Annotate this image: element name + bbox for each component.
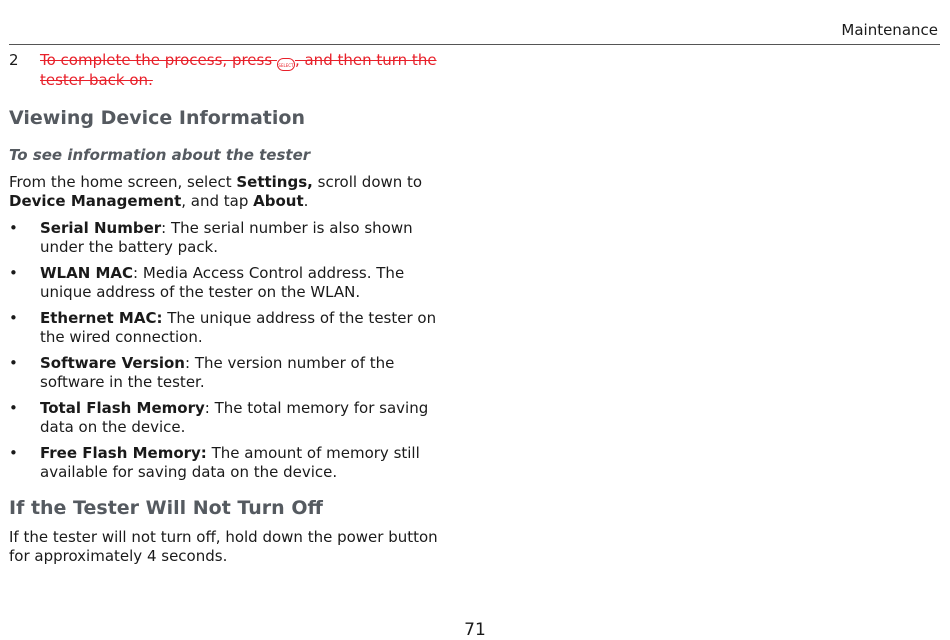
list-item-text — [40, 264, 454, 302]
list-item-sep: : — [161, 219, 171, 237]
list-item-desc: The unique address of the tester on the wired connection. — [40, 309, 437, 346]
list-item-term: Serial Number — [40, 219, 162, 237]
bullet-icon: • — [9, 354, 18, 372]
list-item-desc: The serial number is also shown under the battery pack. — [40, 219, 413, 256]
step-item — [9, 51, 454, 90]
list-item-text — [40, 354, 454, 392]
bullet-icon: • — [9, 444, 18, 462]
list-item — [9, 309, 454, 347]
intro-text-1: From the home screen, select — [9, 173, 237, 191]
intro-settings: Settings, — [236, 173, 313, 191]
list-item — [9, 264, 454, 302]
header-title: Maintenance — [841, 21, 938, 39]
list-item — [9, 219, 454, 257]
bullet-icon: • — [9, 219, 18, 237]
procedure-subheading: To see information about the tester — [9, 146, 311, 164]
list-item-text — [40, 444, 454, 482]
list-item-desc: The total memory for saving data on the device. — [40, 399, 429, 436]
list-item-term: Software Version — [40, 354, 185, 372]
list-item-term: Total Flash Memory — [40, 399, 205, 417]
header-divider — [9, 44, 940, 45]
list-item-desc: The amount of memory still available for saving data on the device. — [40, 444, 420, 481]
list-item-sep: : — [204, 399, 215, 417]
bullet-icon: • — [9, 309, 18, 327]
list-item-text — [40, 399, 454, 437]
step-text-before: To complete the process, press — [40, 51, 277, 69]
intro-text-4: . — [303, 192, 309, 210]
step-text-after: , and then turn the tester back on. — [40, 51, 437, 89]
list-item-sep: : — [185, 354, 195, 372]
bullet-icon: • — [9, 264, 18, 282]
list-item — [9, 354, 454, 392]
device-info-list — [9, 219, 454, 482]
bullet-icon: • — [9, 399, 18, 417]
list-item-term: Free Flash Memory: — [40, 444, 207, 462]
intro-paragraph — [9, 173, 454, 211]
section-heading-viewing: Viewing Device Information — [9, 107, 305, 129]
list-item-sep: : — [133, 264, 143, 282]
page-content — [9, 50, 454, 566]
list-item-text — [40, 309, 454, 347]
section-heading-turn-off: If the Tester Will Not Turn Off — [9, 497, 323, 519]
list-item-term: WLAN MAC — [40, 264, 134, 282]
select-button-icon: SELECT — [277, 58, 295, 71]
list-item-desc: The version number of the software in the tester. — [40, 354, 395, 391]
intro-text-2: scroll down to — [312, 173, 423, 191]
turn-off-paragraph: If the tester will not turn off, hold down the power button for approximately 4 seconds. — [9, 528, 438, 565]
list-item — [9, 399, 454, 437]
list-item-text — [40, 219, 454, 257]
list-item-term: Ethernet MAC: — [40, 309, 163, 327]
intro-device-management: Device Management — [9, 192, 182, 210]
intro-text-3: , and tap — [181, 192, 254, 210]
list-item-desc: Media Access Control address. The unique address of the tester on the WLAN. — [40, 264, 405, 301]
intro-about: About — [253, 192, 304, 210]
step-text — [40, 51, 454, 90]
step-number: 2 — [9, 51, 19, 69]
list-item — [9, 444, 454, 482]
page-number: 71 — [464, 620, 486, 640]
